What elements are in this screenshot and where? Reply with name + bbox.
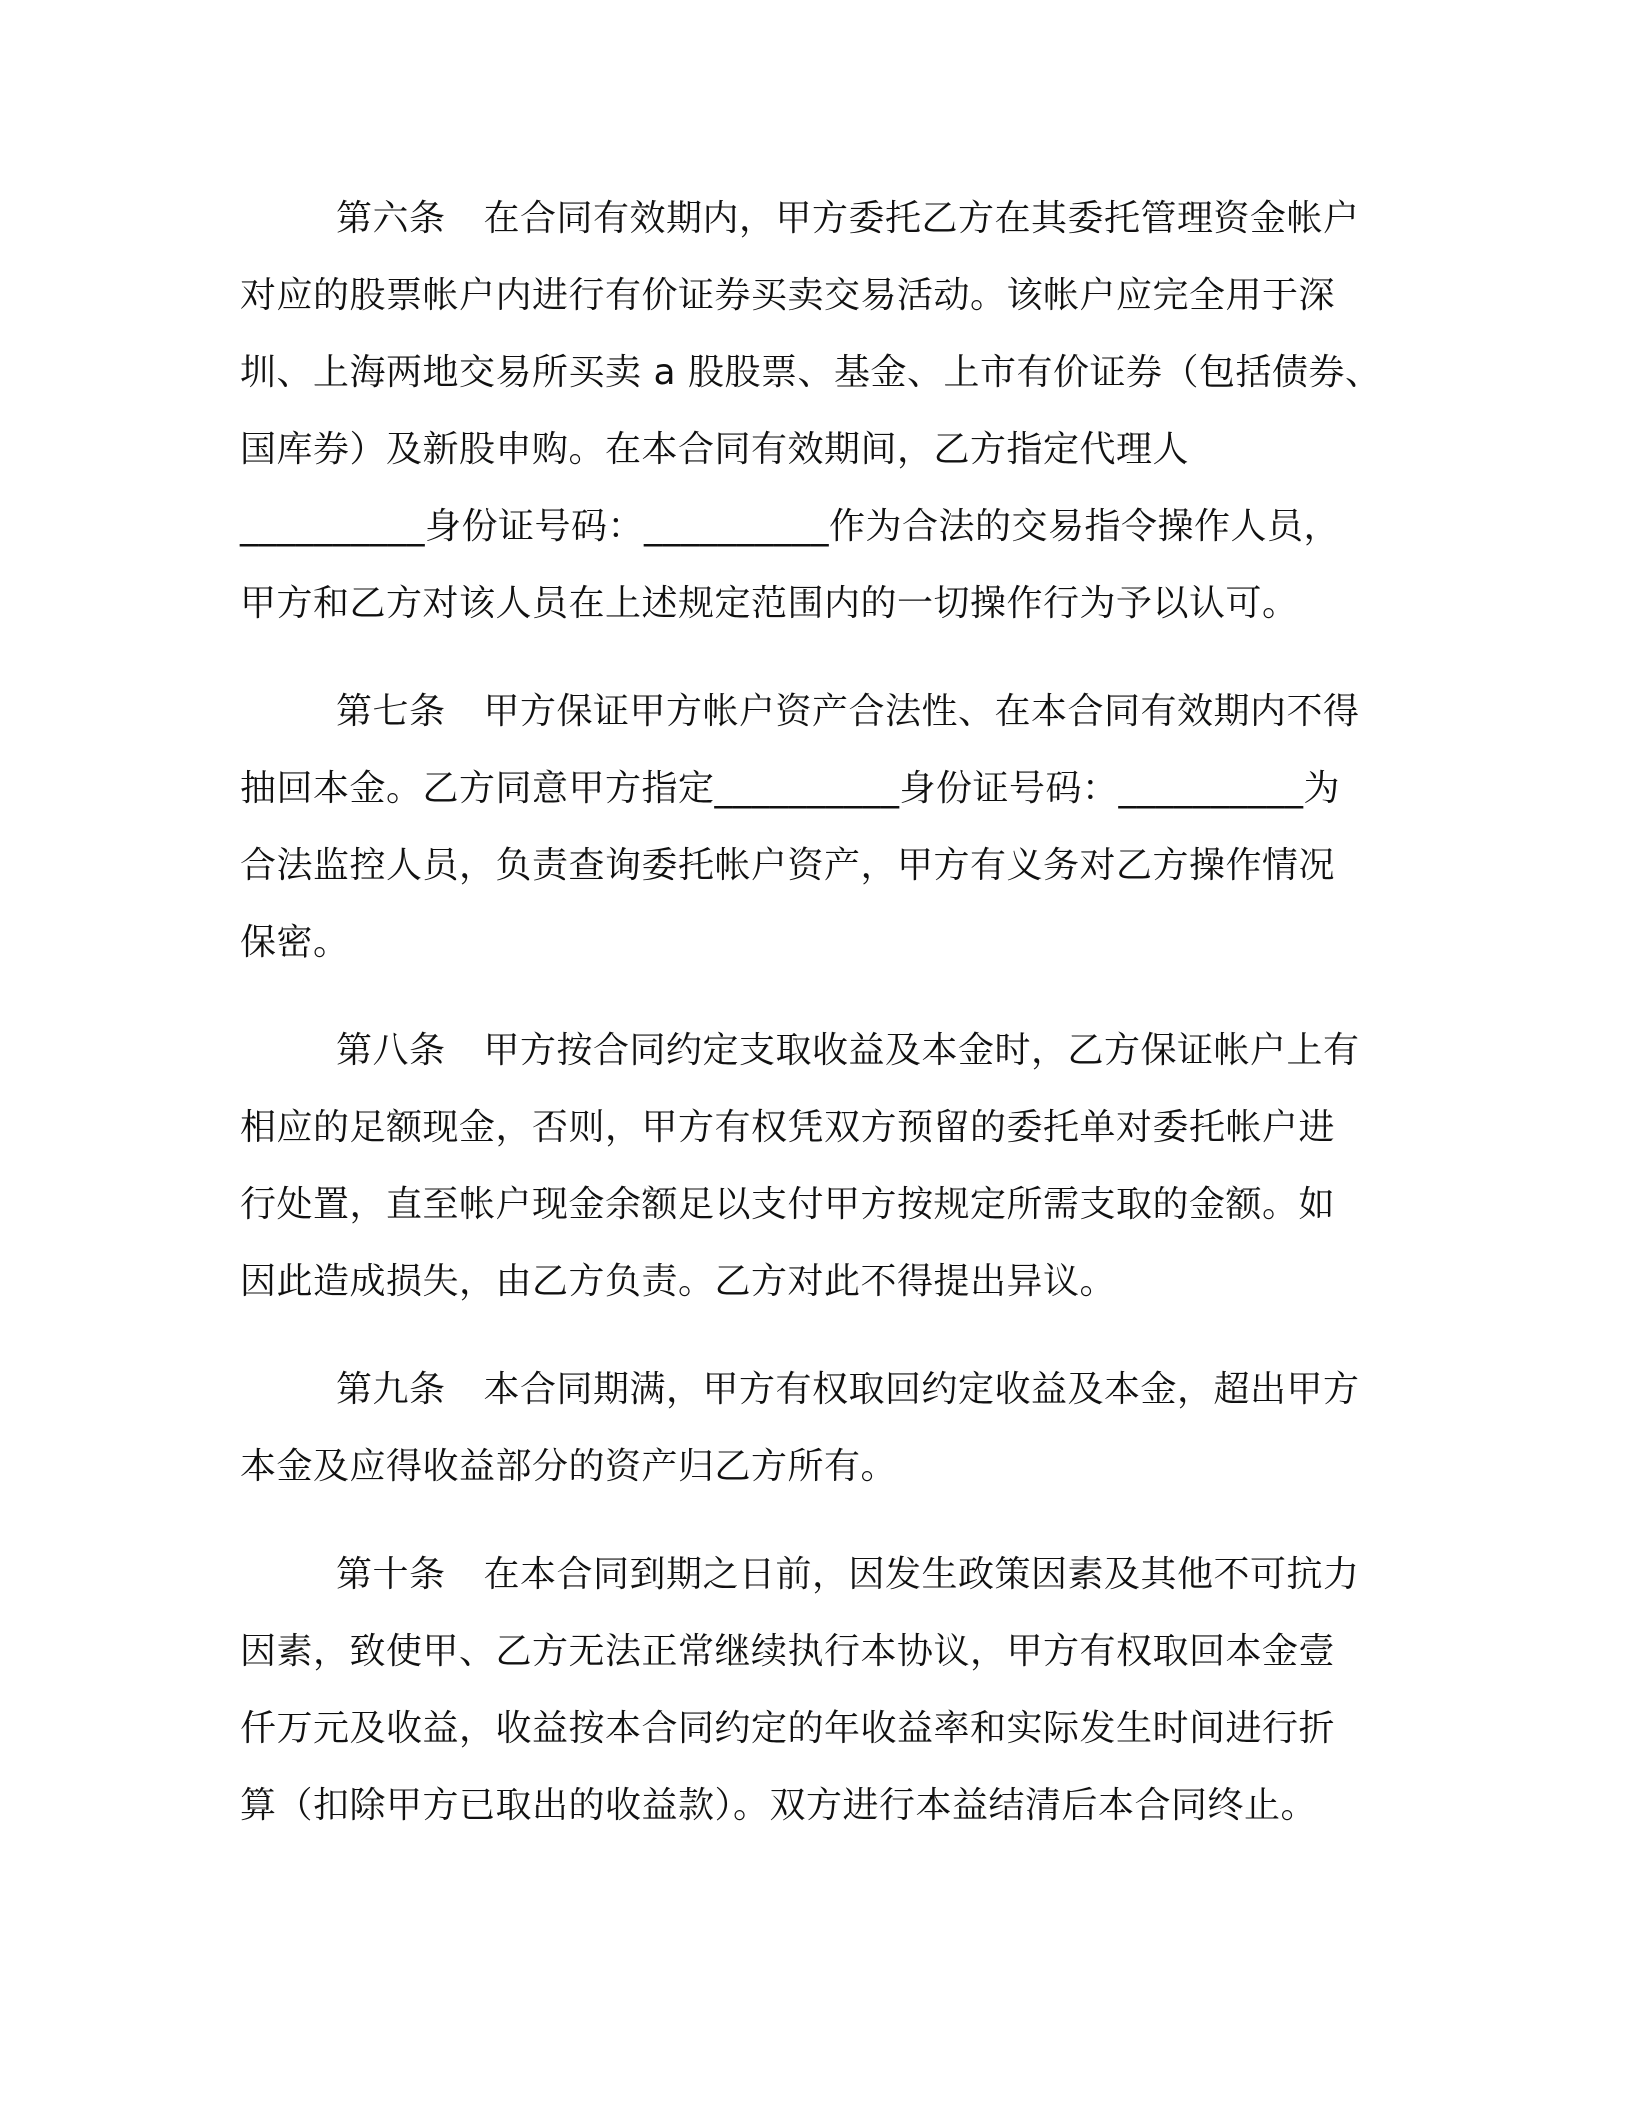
article-text: 在本合同到期之日前，因发生政策因素及其他不可抗力 bbox=[483, 1554, 1360, 1595]
article-text: 甲方按合同约定支取收益及本金时，乙方保证帐户上有 bbox=[483, 1030, 1360, 1071]
article-8 bbox=[240, 1012, 1380, 1320]
article-line: 因此造成损失，由乙方负责。乙方对此不得提出异议。 bbox=[240, 1261, 1117, 1302]
article-first-line bbox=[240, 1012, 1380, 1089]
article-line: 国库券）及新股申购。在本合同有效期间，乙方指定代理人 bbox=[240, 429, 1190, 470]
article-line: 对应的股票帐户内进行有价证券买卖交易活动。该帐户应完全用于深 bbox=[240, 275, 1336, 316]
article-line: __________身份证号码：__________作为合法的交易指令操作人员， bbox=[240, 506, 1341, 547]
article-number: 第七条 bbox=[336, 691, 446, 732]
article-number: 第九条 bbox=[336, 1369, 446, 1410]
article-10 bbox=[240, 1536, 1380, 1844]
article-9 bbox=[240, 1351, 1380, 1505]
article-line: 圳、上海两地交易所买卖 a 股股票、基金、上市有价证券（包括债券、 bbox=[240, 352, 1382, 393]
article-line: 甲方和乙方对该人员在上述规定范围内的一切操作行为予以认可。 bbox=[240, 583, 1299, 624]
article-line: 合法监控人员，负责查询委托帐户资产，甲方有义务对乙方操作情况 bbox=[240, 845, 1336, 886]
article-text: 在合同有效期内，甲方委托乙方在其委托管理资金帐户 bbox=[483, 198, 1360, 239]
article-first-line bbox=[240, 1351, 1380, 1428]
article-first-line bbox=[240, 180, 1380, 257]
article-6 bbox=[240, 180, 1380, 642]
article-number: 第八条 bbox=[336, 1030, 446, 1071]
article-line: 因素，致使甲、乙方无法正常继续执行本协议，甲方有权取回本金壹 bbox=[240, 1631, 1336, 1672]
article-first-line bbox=[240, 1536, 1380, 1613]
article-7 bbox=[240, 673, 1380, 981]
contract-body bbox=[240, 180, 1380, 1875]
article-line: 仟万元及收益，收益按本合同约定的年收益率和实际发生时间进行折 bbox=[240, 1708, 1336, 1749]
article-text: 本合同期满，甲方有权取回约定收益及本金，超出甲方 bbox=[483, 1369, 1360, 1410]
article-line: 保密。 bbox=[240, 922, 350, 963]
article-text: 甲方保证甲方帐户资产合法性、在本合同有效期内不得 bbox=[483, 691, 1360, 732]
article-number: 第六条 bbox=[336, 198, 446, 239]
article-number: 第十条 bbox=[336, 1554, 446, 1595]
article-line: 算（扣除甲方已取出的收益款）。双方进行本益结清后本合同终止。 bbox=[240, 1785, 1318, 1826]
article-line: 相应的足额现金，否则，甲方有权凭双方预留的委托单对委托帐户进 bbox=[240, 1107, 1336, 1148]
article-line: 本金及应得收益部分的资产归乙方所有。 bbox=[240, 1446, 898, 1487]
article-first-line bbox=[240, 673, 1380, 750]
article-line: 行处置，直至帐户现金余额足以支付甲方按规定所需支取的金额。如 bbox=[240, 1184, 1336, 1225]
article-line: 抽回本金。乙方同意甲方指定__________身份证号码：__________为 bbox=[240, 768, 1341, 809]
